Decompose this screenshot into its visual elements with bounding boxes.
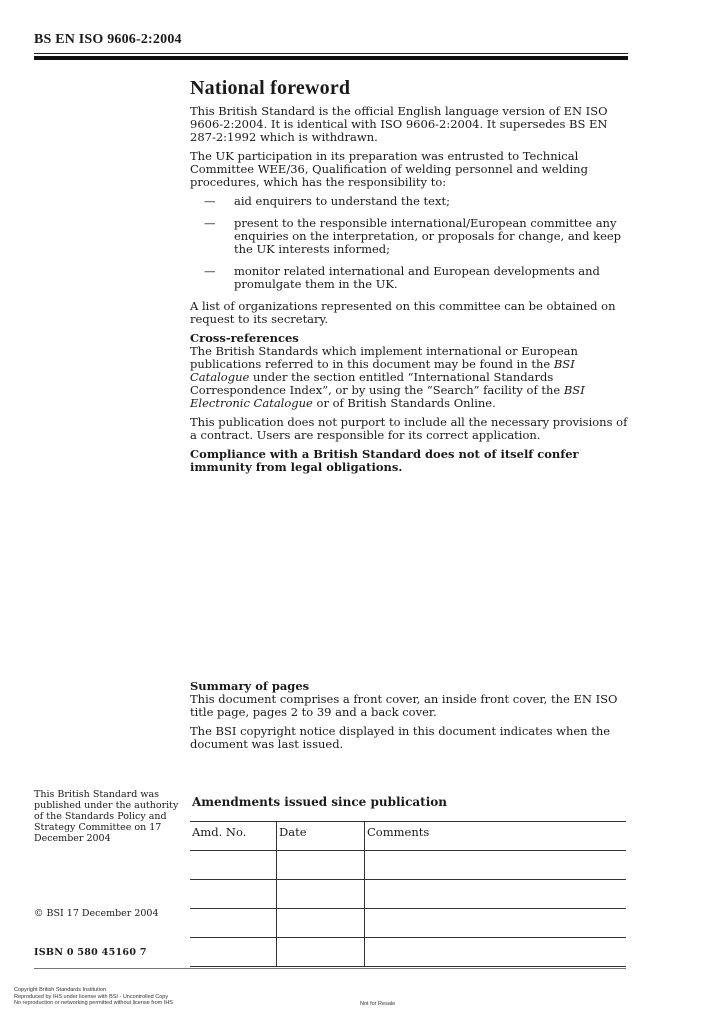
header-rule-thick: [34, 56, 628, 60]
table-row: [190, 909, 626, 938]
table-row: [190, 938, 626, 967]
foreword-section: [190, 76, 630, 480]
dash-bullet: —: [204, 264, 216, 278]
list-item: — monitor related international and European developments and promulgate them in the UK.: [204, 264, 600, 291]
copyright-notice: © BSI 17 December 2004: [34, 908, 159, 919]
header-rule-thin: [34, 53, 628, 54]
summary-heading: Summary of pages: [190, 679, 310, 693]
amendments-table: [190, 821, 626, 967]
bsi-catalogue-ref: BSI Catalogue: [190, 357, 575, 384]
document-id: BS EN ISO 9606-2:2004: [34, 32, 182, 47]
foreword-paragraph-3: A list of organizations represented on this committee can be obtained on request to its secretary.: [190, 299, 616, 326]
cross-references-paragraph: The British Standards which implement international or European publications referred to in this document may be found in the BSI Catalogue under the section entitled “International Standards Correspondence Index”, or by using the “Search” facility of the BSI Electronic Catalogue or of British Standards Online.: [190, 344, 585, 410]
page-title: National foreword: [190, 77, 351, 99]
publication-authority-note: This British Standard was published under the authority of the Standards Policy and Strategy Committee on 17 December 2004: [34, 789, 179, 844]
table-header-row: [190, 822, 626, 851]
responsibility-list: [190, 195, 630, 291]
foreword-paragraph-2: The UK participation in its preparation was entrusted to Technical Committee WEE/36, Qualification of welding personnel and welding procedures, which has the responsibility to:: [190, 149, 588, 189]
footer-rule: [34, 968, 626, 969]
contract-provisions-paragraph: This publication does not purport to include all the necessary provisions of a contract. Users are responsible for its correct application.: [190, 415, 628, 442]
list-item: — present to the responsible international/European committee any enquiries on the interpretation, or proposals for change, and keep the UK interests informed;: [204, 216, 622, 256]
column-header-comments: Comments: [365, 822, 627, 851]
table-row: [190, 880, 626, 909]
table-row: [190, 851, 626, 880]
isbn: ISBN 0 580 45160 7: [34, 947, 147, 958]
column-header-amd-no: Amd. No.: [190, 822, 277, 851]
list-item: — aid enquirers to understand the text;: [204, 194, 450, 208]
bsi-electronic-catalogue-ref: BSI Electronic Catalogue: [190, 383, 585, 410]
summary-paragraph-1: This document comprises a front cover, an inside front cover, the EN ISO title page, pages 2 to 39 and a back cover.: [190, 692, 618, 719]
amendments-title: Amendments issued since publication: [192, 795, 447, 809]
dash-bullet: —: [204, 216, 216, 230]
foreword-paragraph-1: This British Standard is the official English language version of EN ISO 9606-2:2004. It is identical with ISO 9606-2:2004. It supersedes BS EN 287-2:1992 which is withdrawn.: [190, 104, 608, 144]
not-for-resale-label: Not for Resale: [360, 1001, 396, 1007]
ihs-license-notice: Copyright British Standards Institution Reproduced by IHS under license with BSI - Uncontrolled Copy No reproduction or networking permitted without license from IHS: [14, 987, 173, 1006]
summary-paragraph-2: The BSI copyright notice displayed in this document indicates when the document was last issued.: [190, 724, 611, 751]
cross-references-heading: Cross-references: [190, 331, 299, 345]
summary-section: [190, 678, 630, 757]
compliance-statement: Compliance with a British Standard does not of itself confer immunity from legal obligations.: [190, 447, 579, 474]
column-header-date: Date: [277, 822, 365, 851]
dash-bullet: —: [204, 194, 216, 208]
